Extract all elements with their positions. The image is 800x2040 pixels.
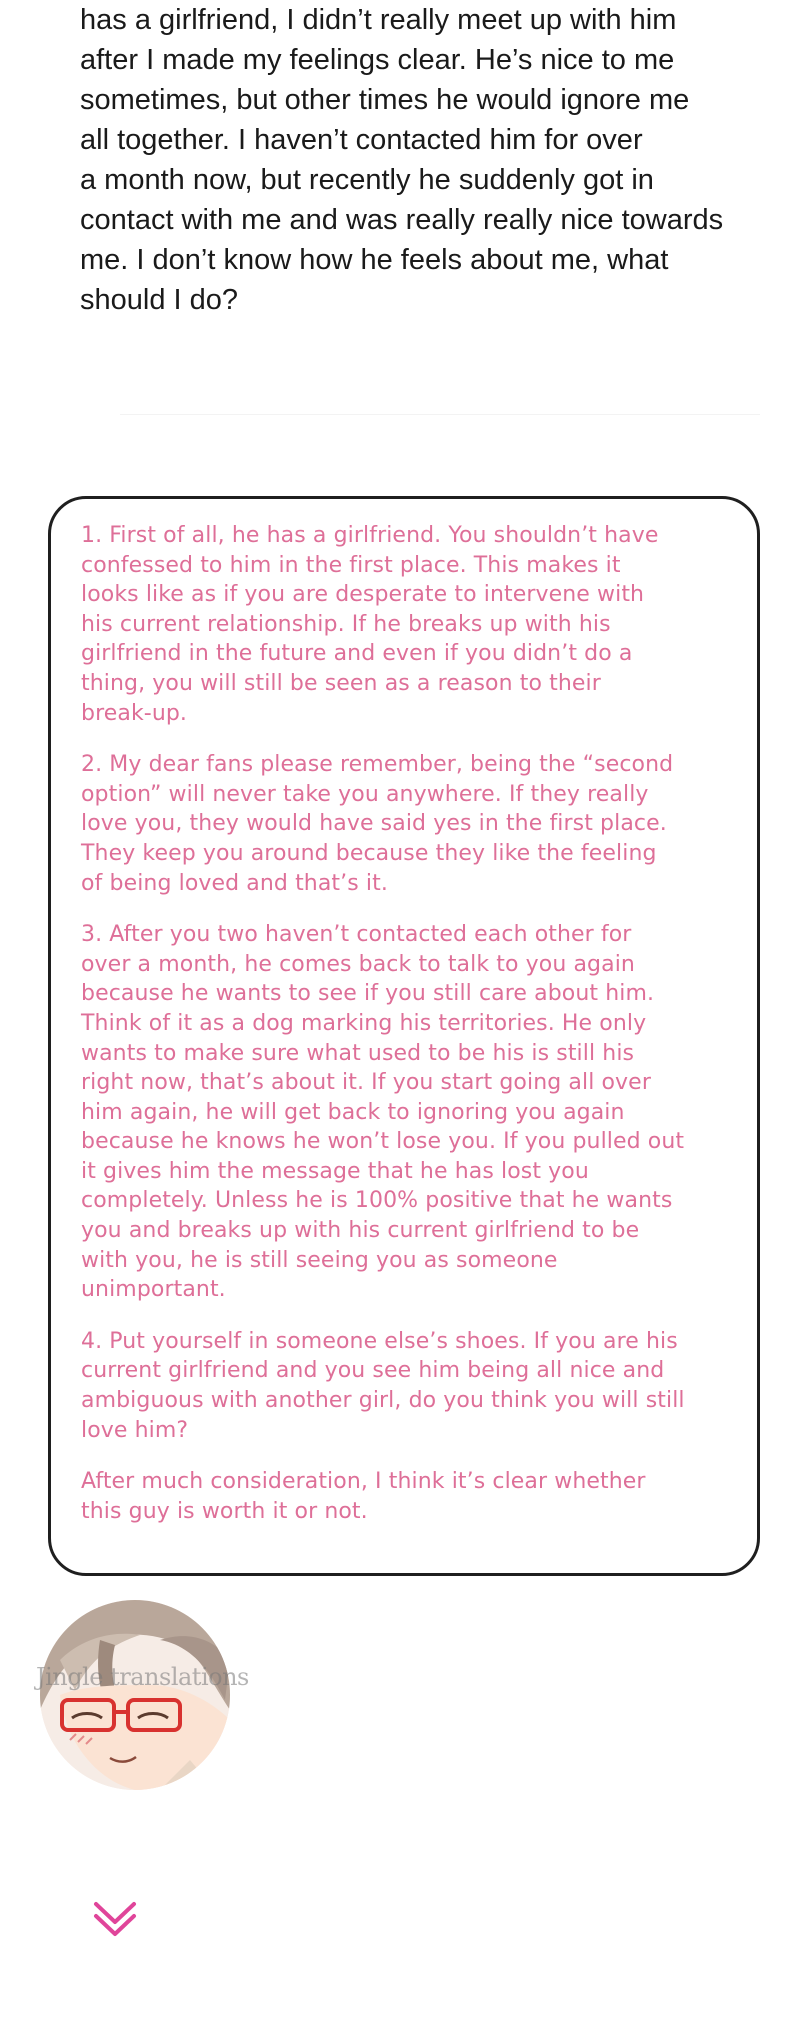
answer-line: because he knows he won’t lose you. If you pulled out	[81, 1129, 685, 1155]
answer-line: looks like as if you are desperate to intervene with	[81, 582, 645, 608]
answer-line: with you, he is still seeing you as someone	[81, 1247, 558, 1273]
question-text	[80, 0, 770, 320]
answer-line: unimportant.	[81, 1277, 226, 1303]
question-line: contact with me and was really really nice towards	[80, 204, 724, 236]
answer-line: over a month, he comes back to talk to you again	[81, 951, 635, 977]
answer-line: 3. After you two haven’t contacted each other for	[81, 922, 632, 948]
answer-line: love you, they would have said yes in the first place.	[81, 811, 667, 837]
answer-line: completely. Unless he is 100% positive that he wants	[81, 1188, 673, 1214]
divider	[120, 414, 760, 415]
answer-line: of being loved and that’s it.	[81, 870, 388, 896]
question-line: me. I don’t know how he feels about me, what	[80, 244, 669, 276]
answer-line: thing, you will still be seen as a reason to their	[81, 670, 601, 696]
answer-line: confessed to him in the first place. This makes it	[81, 552, 621, 578]
question-line: a month now, but recently he suddenly got in	[80, 164, 654, 196]
double-chevron-down-icon	[92, 1896, 138, 1942]
answer-line: Think of it as a dog marking his territories. He only	[81, 1010, 647, 1036]
answer-paragraph-4	[81, 1327, 731, 1445]
answer-line: love him?	[81, 1417, 189, 1443]
answer-line: because he wants to see if you still care about him.	[81, 981, 655, 1007]
answer-line: They keep you around because they like the feeling	[81, 840, 657, 866]
answer-line: you and breaks up with his current girlfriend to be	[81, 1218, 640, 1244]
watermark-text: Jingle translations	[36, 1663, 249, 1691]
answer-bubble	[48, 496, 760, 1576]
answer-paragraph-3	[81, 920, 731, 1305]
answer-line: right now, that’s about it. If you start going all over	[81, 1070, 651, 1096]
answer-conclusion	[81, 1467, 731, 1526]
answer-line: 4. Put yourself in someone else’s shoes. If you are his	[81, 1328, 678, 1354]
question-line: after I made my feelings clear. He’s nice to me	[80, 44, 675, 76]
answer-line: break-up.	[81, 700, 188, 726]
answer-line: 2. My dear fans please remember, being the “second	[81, 752, 674, 778]
answer-line: wants to make sure what used to be his is still his	[81, 1040, 635, 1066]
answer-line: current girlfriend and you see him being all nice and	[81, 1358, 665, 1384]
answer-line: it gives him the message that he has lost you	[81, 1158, 589, 1184]
answer-line: 1. First of all, he has a girlfriend. You shouldn’t have	[81, 523, 659, 548]
answer-line: option” will never take you anywhere. If they really	[81, 781, 649, 807]
question-line: sometimes, but other times he would ignore me	[80, 84, 690, 116]
answer-line: this guy is worth it or not.	[81, 1498, 368, 1524]
answer-line: his current relationship. If he breaks up with his	[81, 611, 611, 637]
author-avatar	[40, 1600, 230, 1790]
answer-line: girlfriend in the future and even if you didn’t do a	[81, 641, 633, 667]
question-line: all together. I haven’t contacted him for over	[80, 124, 643, 156]
answer-line: him again, he will get back to ignoring you again	[81, 1099, 625, 1125]
question-line: has a girlfriend, I didn’t really meet up with him	[80, 4, 677, 36]
question-line: should I do?	[80, 284, 239, 316]
answer-paragraph-2	[81, 750, 731, 898]
scroll-down-button[interactable]	[92, 1896, 138, 1942]
answer-line: ambiguous with another girl, do you think you will still	[81, 1388, 685, 1414]
avatar-glasses-character-icon	[40, 1600, 230, 1790]
answer-line: After much consideration, I think it’s clear whether	[81, 1469, 646, 1495]
answer-paragraph-1	[81, 521, 731, 728]
